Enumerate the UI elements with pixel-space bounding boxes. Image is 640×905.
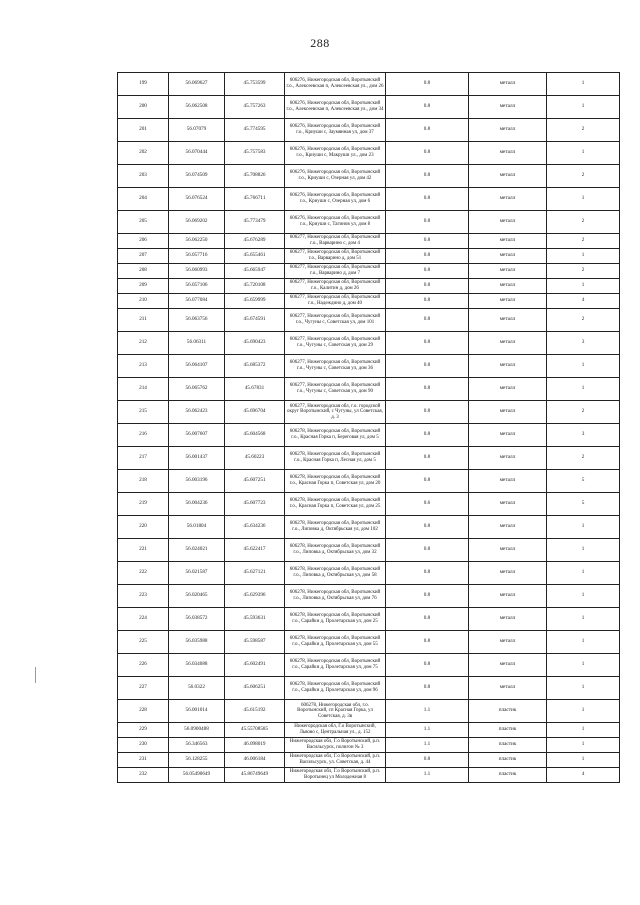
count-cell: 1 bbox=[547, 279, 620, 294]
longitude-cell: 45.60223 bbox=[225, 447, 285, 470]
row-number: 224 bbox=[118, 608, 169, 631]
table-row bbox=[118, 279, 620, 294]
address-cell: Нижегородская обл, Г.о Воротынский, р.п. Воротынец ул Молодежная 8 bbox=[285, 768, 386, 783]
latitude-cell: 56.062250 bbox=[169, 234, 225, 249]
longitude-cell: 45.627121 bbox=[225, 562, 285, 585]
material-cell: металл bbox=[469, 142, 547, 165]
address-cell: 606278, Нижегородская обл, Воротынский г.о., Липовка д, Октябрьская ул, дом 58 bbox=[285, 562, 386, 585]
row-number: 213 bbox=[118, 355, 169, 378]
latitude-cell: 56.077084 bbox=[169, 294, 225, 309]
row-number: 223 bbox=[118, 585, 169, 608]
row-number: 210 bbox=[118, 294, 169, 309]
count-cell: 1 bbox=[547, 562, 620, 585]
latitude-cell: 56.024021 bbox=[169, 539, 225, 562]
address-cell: 606278, Нижегородская обл, Воротынский г.о., Сарайки д, Пролетарская ул, дом 25 bbox=[285, 608, 386, 631]
row-number: 228 bbox=[118, 700, 169, 723]
row-number: 222 bbox=[118, 562, 169, 585]
row-number: 200 bbox=[118, 96, 169, 119]
table-row bbox=[118, 142, 620, 165]
count-cell: 1 bbox=[547, 654, 620, 677]
latitude-cell: 56.069627 bbox=[169, 73, 225, 96]
count-cell: 1 bbox=[547, 96, 620, 119]
row-number: 208 bbox=[118, 264, 169, 279]
address-cell: 606276, Нижегородская обл, Воротынский г.о., Криуши с, Тагинов ул, дом 8 bbox=[285, 211, 386, 234]
row-number: 227 bbox=[118, 677, 169, 700]
material-cell: металл bbox=[469, 562, 547, 585]
count-cell: 2 bbox=[547, 211, 620, 234]
area-cell: 0.8 bbox=[386, 188, 469, 211]
latitude-cell: 56.05490649 bbox=[169, 768, 225, 783]
material-cell: металл bbox=[469, 585, 547, 608]
longitude-cell: 45.685372 bbox=[225, 355, 285, 378]
area-cell: 0.8 bbox=[386, 294, 469, 309]
table-row bbox=[118, 378, 620, 401]
material-cell: металл bbox=[469, 294, 547, 309]
table-row bbox=[118, 424, 620, 447]
longitude-cell: 45.655461 bbox=[225, 249, 285, 264]
material-cell: металл bbox=[469, 96, 547, 119]
row-number: 206 bbox=[118, 234, 169, 249]
material-cell: металл bbox=[469, 447, 547, 470]
area-cell: 0.8 bbox=[386, 264, 469, 279]
count-cell: 1 bbox=[547, 516, 620, 539]
area-cell: 0.8 bbox=[386, 608, 469, 631]
address-cell: 606278, Нижегородская обл, Воротынский г.о., Красная Горка п, Лесная ул, дом 5 bbox=[285, 447, 386, 470]
address-cell: 606278, Нижегородская обл, г.о. Воротынский, сп Красная Горка, ул Советская, д. 3в bbox=[285, 700, 386, 723]
page-number: 288 bbox=[310, 36, 330, 50]
area-cell: 0.8 bbox=[386, 355, 469, 378]
row-number: 207 bbox=[118, 249, 169, 264]
area-cell: 0.8 bbox=[386, 119, 469, 142]
material-cell: пластик bbox=[469, 768, 547, 783]
material-cell: пластик bbox=[469, 700, 547, 723]
material-cell: металл bbox=[469, 309, 547, 332]
count-cell: 1 bbox=[547, 73, 620, 96]
material-cell: металл bbox=[469, 654, 547, 677]
material-cell: металл bbox=[469, 249, 547, 264]
latitude-cell: 56.001437 bbox=[169, 447, 225, 470]
area-cell: 0.6 bbox=[386, 493, 469, 516]
count-cell: 5 bbox=[547, 470, 620, 493]
longitude-cell: 45.607723 bbox=[225, 493, 285, 516]
row-number: 202 bbox=[118, 142, 169, 165]
row-number: 226 bbox=[118, 654, 169, 677]
material-cell: пластик bbox=[469, 723, 547, 738]
area-cell: 0.8 bbox=[386, 332, 469, 355]
latitude-cell: 56.07079 bbox=[169, 119, 225, 142]
address-cell: 606276, Нижегородская обл, Воротынский г.о., Алексеевская п, Алексеевская ул., дом 34 bbox=[285, 96, 386, 119]
count-cell: 2 bbox=[547, 119, 620, 142]
address-cell: 606276, Нижегородская обл, Воротынский г.о., Криуши с, Озерная ул, дом 6 bbox=[285, 188, 386, 211]
count-cell: 1 bbox=[547, 378, 620, 401]
count-cell: 1 bbox=[547, 738, 620, 753]
table-row bbox=[118, 654, 620, 677]
latitude-cell: 56.034088 bbox=[169, 654, 225, 677]
margin-mark bbox=[35, 667, 36, 683]
longitude-cell: 45.757263 bbox=[225, 96, 285, 119]
latitude-cell: 56.035988 bbox=[169, 631, 225, 654]
longitude-cell: 45.753599 bbox=[225, 73, 285, 96]
longitude-cell: 45.757583 bbox=[225, 142, 285, 165]
count-cell: 1 bbox=[547, 355, 620, 378]
longitude-cell: 45.634236 bbox=[225, 516, 285, 539]
table-row bbox=[118, 73, 620, 96]
table-row bbox=[118, 309, 620, 332]
row-number: 199 bbox=[118, 73, 169, 96]
address-cell: 606278, Нижегородская обл, Воротынский г.о., Сарайки д, Пролетарская ул, дом 75 bbox=[285, 654, 386, 677]
row-number: 214 bbox=[118, 378, 169, 401]
longitude-cell: 46.098019 bbox=[225, 738, 285, 753]
row-number: 229 bbox=[118, 723, 169, 738]
material-cell: металл bbox=[469, 73, 547, 96]
table-row bbox=[118, 677, 620, 700]
table-row bbox=[118, 539, 620, 562]
count-cell: 2 bbox=[547, 401, 620, 424]
area-cell: 0.8 bbox=[386, 211, 469, 234]
count-cell: 2 bbox=[547, 447, 620, 470]
material-cell: металл bbox=[469, 188, 547, 211]
area-cell: 1.1 bbox=[386, 700, 469, 723]
latitude-cell: 56.004236 bbox=[169, 493, 225, 516]
row-number: 204 bbox=[118, 188, 169, 211]
count-cell: 3 bbox=[547, 424, 620, 447]
latitude-cell: 56.021587 bbox=[169, 562, 225, 585]
material-cell: металл bbox=[469, 378, 547, 401]
area-cell: 1.1 bbox=[386, 738, 469, 753]
latitude-cell: 56.020465 bbox=[169, 585, 225, 608]
latitude-cell: 56.346563 bbox=[169, 738, 225, 753]
address-cell: 606276, Нижегородская обл, Воротынский г.о., Криуши с, Макруши ул., дом 23 bbox=[285, 142, 386, 165]
table-row bbox=[118, 119, 620, 142]
material-cell: металл bbox=[469, 332, 547, 355]
latitude-cell: 56.069202 bbox=[169, 211, 225, 234]
area-cell: 0.8 bbox=[386, 447, 469, 470]
area-cell: 0.8 bbox=[386, 279, 469, 294]
material-cell: металл bbox=[469, 539, 547, 562]
material-cell: металл bbox=[469, 470, 547, 493]
count-cell: 2 bbox=[547, 264, 620, 279]
longitude-cell: 45.774595 bbox=[225, 119, 285, 142]
address-cell: 606278, Нижегородская обл, Воротынский г.о., Красная Горка п, Советская ул, дом 20 bbox=[285, 470, 386, 493]
latitude-cell: 56.003196 bbox=[169, 470, 225, 493]
material-cell: металл bbox=[469, 279, 547, 294]
material-cell: металл bbox=[469, 516, 547, 539]
row-number: 203 bbox=[118, 165, 169, 188]
table-row bbox=[118, 264, 620, 279]
table-row bbox=[118, 723, 620, 738]
row-number: 230 bbox=[118, 738, 169, 753]
area-cell: 1.1 bbox=[386, 723, 469, 738]
count-cell: 2 bbox=[547, 165, 620, 188]
area-cell: 0.8 bbox=[386, 654, 469, 677]
latitude-cell: 56.062508 bbox=[169, 96, 225, 119]
area-cell: 0.8 bbox=[386, 73, 469, 96]
table-row bbox=[118, 249, 620, 264]
longitude-cell: 45.622417 bbox=[225, 539, 285, 562]
longitude-cell: 45.720108 bbox=[225, 279, 285, 294]
count-cell: 1 bbox=[547, 142, 620, 165]
longitude-cell: 45.629396 bbox=[225, 585, 285, 608]
registry-table bbox=[117, 72, 620, 783]
table-row bbox=[118, 608, 620, 631]
address-cell: 606277, Нижегородская обл, Воротынский г.о., Чугуны с, Советская ул, дом 90 bbox=[285, 378, 386, 401]
address-cell: 606277, Нижегородская обл, Воротынский г.о., Варварино с, дом 4 bbox=[285, 234, 386, 249]
row-number: 201 bbox=[118, 119, 169, 142]
material-cell: пластик bbox=[469, 738, 547, 753]
material-cell: металл bbox=[469, 608, 547, 631]
table-row bbox=[118, 96, 620, 119]
address-cell: 606276, Нижегородская обл, Воротынский г.о., Алексеевская п, Алексеевская ул., дом 26 bbox=[285, 73, 386, 96]
area-cell: 0.8 bbox=[386, 677, 469, 700]
area-cell: 0.8 bbox=[386, 142, 469, 165]
row-number: 231 bbox=[118, 753, 169, 768]
table-row bbox=[118, 234, 620, 249]
area-cell: 0.8 bbox=[386, 424, 469, 447]
address-cell: 606276, Нижегородская обл, Воротынский г.о., Криуши с, Озерная ул, дом 42 bbox=[285, 165, 386, 188]
latitude-cell: 56.060993 bbox=[169, 264, 225, 279]
address-cell: 606277, Нижегородская обл, Воротынский г.о., Варварино д, дом 7 bbox=[285, 264, 386, 279]
area-cell: 0.8 bbox=[386, 165, 469, 188]
address-cell: 606278, Нижегородская обл, Воротынский г.о., Липовка д, Октябрьская ул, дом 32 bbox=[285, 539, 386, 562]
count-cell: 4 bbox=[547, 294, 620, 309]
latitude-cell: 56.06311 bbox=[169, 332, 225, 355]
row-number: 221 bbox=[118, 539, 169, 562]
area-cell: 0.8 bbox=[386, 401, 469, 424]
area-cell: 0.8 bbox=[386, 309, 469, 332]
count-cell: 2 bbox=[547, 234, 620, 249]
count-cell: 1 bbox=[547, 539, 620, 562]
count-cell: 1 bbox=[547, 723, 620, 738]
area-cell: 0.8 bbox=[386, 378, 469, 401]
count-cell: 1 bbox=[547, 631, 620, 654]
latitude-cell: 56.070444 bbox=[169, 142, 225, 165]
table-row bbox=[118, 562, 620, 585]
longitude-cell: 45.67831 bbox=[225, 378, 285, 401]
latitude-cell: 56.001014 bbox=[169, 700, 225, 723]
material-cell: металл bbox=[469, 677, 547, 700]
longitude-cell: 45.598587 bbox=[225, 631, 285, 654]
address-cell: Нижегородская обл, Г.о Воротынский, Львово с, Центральная ул., д. 152 bbox=[285, 723, 386, 738]
row-number: 232 bbox=[118, 768, 169, 783]
address-cell: 606278, Нижегородская обл, Воротынский г.о., Красная Горка п, Береговая ул, дом 5 bbox=[285, 424, 386, 447]
area-cell: 1.1 bbox=[386, 768, 469, 783]
address-cell: 606277, Нижегородская обл, Воротынский г.о., Варварино д, дом 51 bbox=[285, 249, 386, 264]
latitude-cell: 56.057106 bbox=[169, 279, 225, 294]
latitude-cell: 56.057716 bbox=[169, 249, 225, 264]
longitude-cell: 45.674591 bbox=[225, 309, 285, 332]
longitude-cell: 45.773479 bbox=[225, 211, 285, 234]
longitude-cell: 45.696704 bbox=[225, 401, 285, 424]
material-cell: металл bbox=[469, 424, 547, 447]
latitude-cell: 56.065762 bbox=[169, 378, 225, 401]
latitude-cell: 56.0322 bbox=[169, 677, 225, 700]
table-row bbox=[118, 700, 620, 723]
address-cell: 606278, Нижегородская обл, Воротынский г.о., Липовка д, Октябрьская ул, дом 76 bbox=[285, 585, 386, 608]
address-cell: 606278, Нижегородская обл, Воротынский г.о., Красная Горка п, Советская ул, дом 25 bbox=[285, 493, 386, 516]
address-cell: 606278, Нижегородская обл, Воротынский г.о., Сарайки д, Пролетарская ул, дом 55 bbox=[285, 631, 386, 654]
latitude-cell: 56.062423 bbox=[169, 401, 225, 424]
latitude-cell: 56.038572 bbox=[169, 608, 225, 631]
area-cell: 0.8 bbox=[386, 96, 469, 119]
area-cell: 0.8 bbox=[386, 585, 469, 608]
row-number: 215 bbox=[118, 401, 169, 424]
area-cell: 0.8 bbox=[386, 631, 469, 654]
table-row bbox=[118, 493, 620, 516]
latitude-cell: 56.0900488 bbox=[169, 723, 225, 738]
row-number: 218 bbox=[118, 470, 169, 493]
material-cell: металл bbox=[469, 631, 547, 654]
row-number: 205 bbox=[118, 211, 169, 234]
longitude-cell: 45.708826 bbox=[225, 165, 285, 188]
latitude-cell: 56.128255 bbox=[169, 753, 225, 768]
latitude-cell: 56.074509 bbox=[169, 165, 225, 188]
row-number: 212 bbox=[118, 332, 169, 355]
count-cell: 1 bbox=[547, 753, 620, 768]
longitude-cell: 45.659999 bbox=[225, 294, 285, 309]
area-cell: 0.8 bbox=[386, 234, 469, 249]
address-cell: 606277, Нижегородская обл, г.о. городской округ Воротынский, с Чугуны, ул Советская, д. 3 bbox=[285, 401, 386, 424]
table-row bbox=[118, 188, 620, 211]
latitude-cell: 56.076524 bbox=[169, 188, 225, 211]
longitude-cell: 45.602491 bbox=[225, 654, 285, 677]
count-cell: 5 bbox=[547, 493, 620, 516]
address-cell: Нижегородская обл, Г.о Воротынский, р.п. Васильсурск, полигон № 3 bbox=[285, 738, 386, 753]
table-row bbox=[118, 294, 620, 309]
count-cell: 1 bbox=[547, 608, 620, 631]
row-number: 209 bbox=[118, 279, 169, 294]
address-cell: 606277, Нижегородская обл, Воротынский г.о., Чугуны с, Советская ул, дом 29 bbox=[285, 332, 386, 355]
count-cell: 3 bbox=[547, 332, 620, 355]
address-cell: 606277, Нижегородская обл, Воротынский г.о., Чугуны с, Советская ул, дом 36 bbox=[285, 355, 386, 378]
material-cell: металл bbox=[469, 211, 547, 234]
area-cell: 0.8 bbox=[386, 516, 469, 539]
area-cell: 0.8 bbox=[386, 753, 469, 768]
table-row bbox=[118, 631, 620, 654]
row-number: 220 bbox=[118, 516, 169, 539]
longitude-cell: 45.766711 bbox=[225, 188, 285, 211]
longitude-cell: 45.690423 bbox=[225, 332, 285, 355]
count-cell: 2 bbox=[547, 309, 620, 332]
material-cell: металл bbox=[469, 119, 547, 142]
count-cell: 1 bbox=[547, 677, 620, 700]
table-row bbox=[118, 355, 620, 378]
row-number: 225 bbox=[118, 631, 169, 654]
address-cell: 606277, Нижегородская обл, Воротынский г.о., Чугуны с, Советская ул, дом 101 bbox=[285, 309, 386, 332]
table-row bbox=[118, 447, 620, 470]
count-cell: 1 bbox=[547, 188, 620, 211]
longitude-cell: 45.593631 bbox=[225, 608, 285, 631]
row-number: 216 bbox=[118, 424, 169, 447]
longitude-cell: 45.606251 bbox=[225, 677, 285, 700]
area-cell: 0.8 bbox=[386, 470, 469, 493]
address-cell: 606277, Нижегородская обл, Воротынский г.о., Калитин д, дом 26 bbox=[285, 279, 386, 294]
table-row bbox=[118, 470, 620, 493]
latitude-cell: 56.064107 bbox=[169, 355, 225, 378]
count-cell: 1 bbox=[547, 249, 620, 264]
address-cell: 606278, Нижегородская обл, Воротынский г.о., Сарайки д, Пролетарская ул, дом 96 bbox=[285, 677, 386, 700]
latitude-cell: 56.007607 bbox=[169, 424, 225, 447]
material-cell: металл bbox=[469, 165, 547, 188]
area-cell: 0.8 bbox=[386, 562, 469, 585]
row-number: 211 bbox=[118, 309, 169, 332]
latitude-cell: 56.063756 bbox=[169, 309, 225, 332]
table-row bbox=[118, 585, 620, 608]
row-number: 217 bbox=[118, 447, 169, 470]
material-cell: металл bbox=[469, 264, 547, 279]
table-row bbox=[118, 211, 620, 234]
longitude-cell: 45.665947 bbox=[225, 264, 285, 279]
material-cell: металл bbox=[469, 234, 547, 249]
longitude-cell: 45.607251 bbox=[225, 470, 285, 493]
longitude-cell: 45.86749649 bbox=[225, 768, 285, 783]
material-cell: металл bbox=[469, 355, 547, 378]
table-row bbox=[118, 768, 620, 783]
table-row bbox=[118, 165, 620, 188]
material-cell: пластик bbox=[469, 753, 547, 768]
table-row bbox=[118, 516, 620, 539]
count-cell: 1 bbox=[547, 585, 620, 608]
material-cell: металл bbox=[469, 493, 547, 516]
area-cell: 0.8 bbox=[386, 539, 469, 562]
longitude-cell: 45.55708585 bbox=[225, 723, 285, 738]
row-number: 219 bbox=[118, 493, 169, 516]
longitude-cell: 45.676289 bbox=[225, 234, 285, 249]
count-cell: 4 bbox=[547, 768, 620, 783]
address-cell: 606276, Нижегородская обл, Воротынский г.о., Криуши с, Заумянная ул, дом 37 bbox=[285, 119, 386, 142]
address-cell: 606277, Нижегородская обл, Воротынский г.о., Надеждино д, дом 40 bbox=[285, 294, 386, 309]
table-body bbox=[118, 73, 620, 783]
table-row bbox=[118, 332, 620, 355]
area-cell: 0.8 bbox=[386, 249, 469, 264]
longitude-cell: 45.615192 bbox=[225, 700, 285, 723]
material-cell: металл bbox=[469, 401, 547, 424]
longitude-cell: 45.604568 bbox=[225, 424, 285, 447]
latitude-cell: 56.01804 bbox=[169, 516, 225, 539]
table-row bbox=[118, 401, 620, 424]
table-row bbox=[118, 753, 620, 768]
address-cell: Нижегородская обл, Г.о Воротынский, р.п. Васильсурск, ул. Советская, д. 44 bbox=[285, 753, 386, 768]
address-cell: 606278, Нижегородская обл, Воротынский г.о., Липовка д, Октябрьская ул, дом 102 bbox=[285, 516, 386, 539]
longitude-cell: 46.006184 bbox=[225, 753, 285, 768]
count-cell: 1 bbox=[547, 700, 620, 723]
table-row bbox=[118, 738, 620, 753]
